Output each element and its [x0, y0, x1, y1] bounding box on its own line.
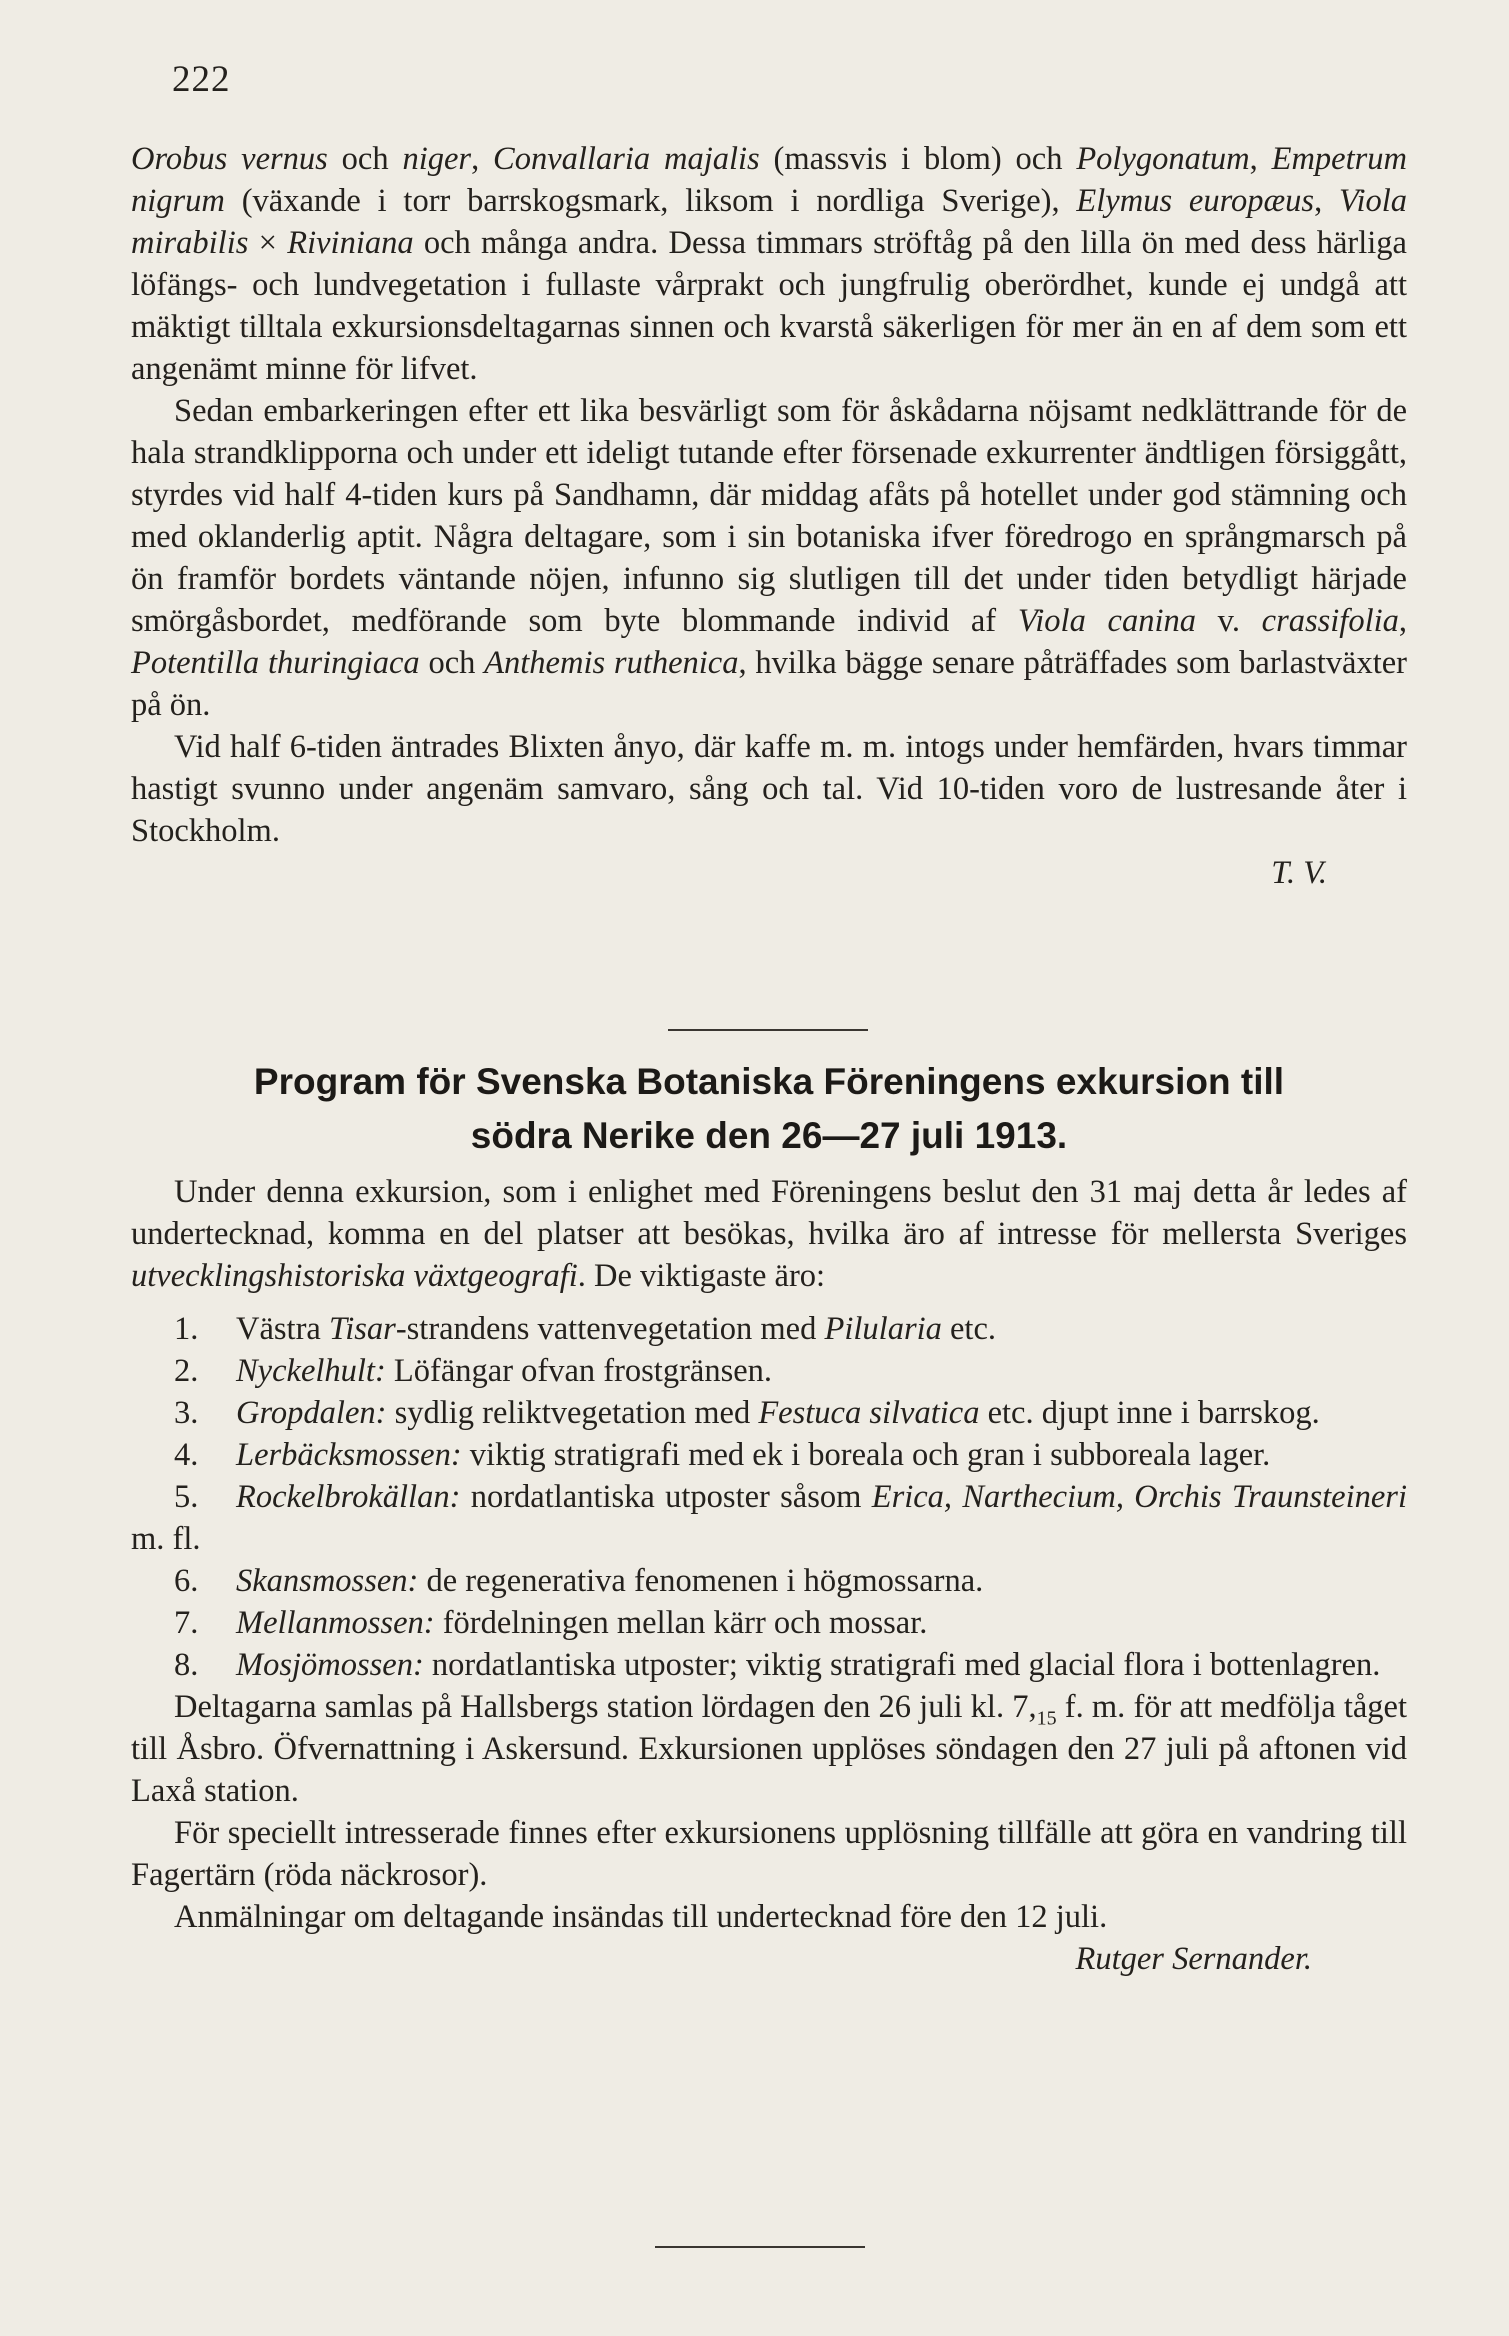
special-walk-info: För speciellt intresserade finnes efter exkursionens upplösning tillfälle att göra en vandring till Fagertärn (röda näckrosor). [131, 1815, 1407, 1893]
list-item [131, 1644, 1407, 1686]
item-text: Västra [236, 1311, 329, 1347]
species-name: Elymus europæus [1076, 183, 1315, 219]
end-divider [655, 2246, 865, 2248]
species-name: Orobus vernus [131, 141, 328, 177]
program-intro [131, 1171, 1407, 1297]
species-name: Festuca silvatica [758, 1395, 980, 1431]
report-text: och många andra. Dessa timmars ströftåg på den lilla ön med dess härliga löfängs- och lundvegetation i fullaste vårprakt och jungfrulig oberördhet, kunde ej undgå att mäktigt tilltala exkursionsdeltagarnas sinnen och kvarstå säkerligen för mer än en af dem som ett angenämt minne för lifvet. [131, 225, 1407, 387]
item-number: 7. [174, 1605, 199, 1641]
report-text: , [1314, 183, 1340, 219]
item-text: de regenerativa fenomenen i högmossarna. [418, 1563, 984, 1599]
species-name: Empetrum nigrum [131, 141, 1408, 219]
item-text: viktig stratigrafi med ek i boreala och gran i subboreala lager. [461, 1437, 1271, 1473]
species-name: Riviniana [287, 225, 414, 261]
section-divider [668, 1029, 868, 1031]
list-item [131, 1560, 1407, 1602]
item-text: nordatlantiska utposter såsom [460, 1479, 872, 1515]
program-title-line-1: Program för Svenska Botaniska Föreningens exkursion till [253, 1061, 1285, 1102]
program-section [131, 1055, 1407, 1980]
item-text: Löfängar ofvan frostgränsen. [385, 1353, 773, 1389]
report-text: (massvis i blom) och [759, 141, 1077, 177]
site-name: Tisar [328, 1311, 396, 1347]
meeting-text: Deltagarna samlas på Hallsbergs station lördagen den 26 juli kl. 7, [174, 1689, 1037, 1725]
page-number: 222 [172, 59, 231, 100]
species-name: niger [402, 141, 472, 177]
report-text: × [248, 225, 288, 261]
site-name: Mosjömossen: [236, 1647, 424, 1683]
item-number: 5. [174, 1479, 199, 1515]
intro-text: Under denna exkursion, som i enlighet med Föreningens beslut den 31 maj detta år ledes af undertecknad, komma en del platser att besökas, hvilka äro af intresse för mellersta Sveriges [131, 1174, 1407, 1252]
report-text: Sedan embarkeringen efter ett lika besvärligt som för åskådarna nöjsamt nedklättrande för de hala strandklipporna och under ett ideligt tutande efter försenade exkurrenter ändtligen försiggått, styrdes vid half 4-tiden kurs på Sandhamn, där middag afåts på hotellet under god stämning och med oklanderlig aptit. Några deltagare, som i sin botaniska ifver föredrogo en språngmarsch på ön framför bordets väntande nöjen, infunno sig slutligen till det under tiden betydligt härjade smörgåsbordet, medförande som byte blommande individ af [131, 393, 1407, 639]
meeting-text: f. m. för att medfölja tåget till Åsbro. Öfvernattning i Askersund. Exkursionen upplöses söndagen den 27 juli på aftonen vid Laxå station. [131, 1689, 1408, 1809]
report-text: , [1249, 141, 1272, 177]
site-name: Mellanmossen: [236, 1605, 435, 1641]
item-number: 8. [174, 1647, 199, 1683]
excursion-report [131, 138, 1407, 894]
item-number: 3. [174, 1395, 199, 1431]
report-paragraph-2 [131, 390, 1407, 726]
item-text: sydlig reliktvegetation med [386, 1395, 759, 1431]
item-number: 4. [174, 1437, 199, 1473]
site-list [131, 1308, 1407, 1686]
intro-text: . De viktigaste äro: [577, 1258, 826, 1294]
species-name: Viola canina [1017, 603, 1196, 639]
species-name: Erica, Narthecium, Orchis Traunsteineri [871, 1479, 1407, 1515]
species-name: Viola mirabilis [131, 183, 1408, 261]
species-name: Potentilla thuringiaca [131, 645, 420, 681]
item-number: 1. [174, 1311, 199, 1347]
meeting-info [131, 1686, 1407, 1812]
site-name: Gropdalen: [236, 1395, 387, 1431]
report-text: och [419, 645, 485, 681]
item-text: etc. [941, 1311, 997, 1347]
species-name: Anthemis ruthenica [484, 645, 739, 681]
intro-emphasis: utvecklingshistoriska växtgeografi [131, 1258, 578, 1294]
species-name: Convallaria majalis [493, 141, 760, 177]
report-text: , [471, 141, 494, 177]
list-item [131, 1308, 1407, 1350]
site-name: Nyckelhult: [236, 1353, 386, 1389]
signup-info: Anmälningar om deltagande insändas till undertecknad före den 12 juli. [174, 1899, 1108, 1935]
species-name: crassifolia [1261, 603, 1399, 639]
site-name: Lerbäcksmossen: [236, 1437, 462, 1473]
program-title-line-2: södra Nerike den 26—27 juli 1913. [470, 1115, 1068, 1156]
item-text: nordatlantiska utposter; viktig stratigrafi med glacial flora i bottenlagren. [423, 1647, 1381, 1683]
species-name: Pilularia [824, 1311, 942, 1347]
signature-name: Rutger Sernander. [1075, 1941, 1312, 1977]
report-paragraph-3: Vid half 6-tiden äntrades Blixten ånyo, där kaffe m. m. intogs under hemfärden, hvars timmar hastigt svunno under angenäm samvaro, sång och tal. Vid 10-tiden voro de lustresande åter i Stockholm. [131, 729, 1407, 849]
item-text: etc. djupt inne i barrskog. [979, 1395, 1320, 1431]
report-text: och [327, 141, 403, 177]
report-paragraph-1 [131, 138, 1407, 390]
signature-initials: T. V. [1271, 855, 1327, 891]
program-signature [131, 1938, 1407, 1980]
item-number: 2. [174, 1353, 199, 1389]
report-text: v. [1195, 603, 1262, 639]
list-item [131, 1434, 1407, 1476]
site-name: Skansmossen: [236, 1563, 419, 1599]
list-item [131, 1350, 1407, 1392]
list-item [131, 1476, 1407, 1560]
list-item [131, 1602, 1407, 1644]
report-text: (växande i torr barrskogsmark, liksom i nordliga Sverige), [224, 183, 1077, 219]
report-text: , hvilka bägge senare påträffades som barlastväxter på ön. [131, 645, 1407, 723]
species-name: Polygonatum [1076, 141, 1250, 177]
item-text: -strandens vattenvegetation med [395, 1311, 825, 1347]
report-text: , [1398, 603, 1408, 639]
report-signature [131, 852, 1407, 894]
program-body [131, 1171, 1407, 1980]
time-minutes: 15 [1036, 1707, 1057, 1730]
item-text: fördelningen mellan kärr och mossar. [434, 1605, 928, 1641]
item-number: 6. [174, 1563, 199, 1599]
site-name: Rockelbrokällan: [236, 1479, 461, 1515]
list-item [131, 1392, 1407, 1434]
item-text: m. fl. [131, 1521, 201, 1557]
